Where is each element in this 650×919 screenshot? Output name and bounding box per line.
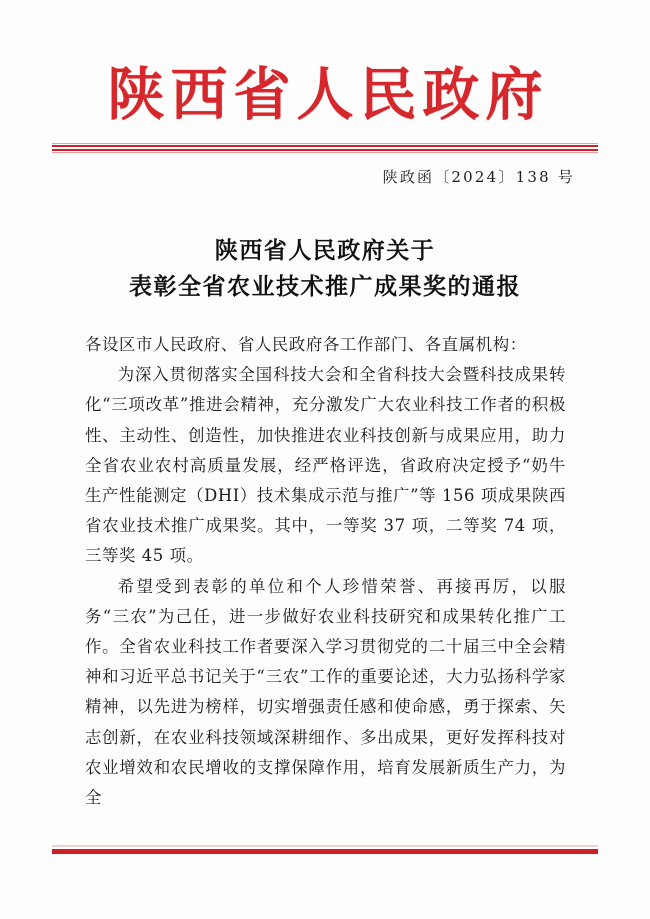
footer-red-rule xyxy=(52,845,598,855)
document-number: 陕政函〔2024〕138 号 xyxy=(382,168,575,186)
header-rule-line-2 xyxy=(52,145,598,147)
body-paragraph-1: 为深入贯彻落实全国科技大会和全省科技大会暨科技成果转化“三项改革”推进会精神，充分激发广大农业科技工作者的积极性、主动性、创造性，加快推进农业科技创新与成果应用，助力全省农业农村高质量发展，经严格评选，省政府决定授予“奶牛生产性能测定（DHI）技术集成示范与推广”等 156 项成果陕西省农业技术推广成果奖。其中，一等奖 37 项，二等奖 74 项，三等奖 45 项。 xyxy=(85,365,566,566)
footer-rule-line-3 xyxy=(52,849,598,854)
salutation: 各设区市人民政府、省人民政府各工作部门、各直属机构： xyxy=(85,335,527,354)
document-title xyxy=(60,233,590,305)
header-rule-line-1 xyxy=(52,143,598,144)
masthead xyxy=(0,62,650,128)
footer-rule-line-1 xyxy=(52,845,598,847)
header-red-rule xyxy=(52,143,598,155)
document-title-line-2: 表彰全省农业技术推广成果奖的通报 xyxy=(129,273,521,300)
document-title-line-1: 陕西省人民政府关于 xyxy=(214,237,436,264)
header-rule-line-4 xyxy=(52,149,598,151)
header-rule-line-5 xyxy=(52,152,598,153)
masthead-title: 陕西省人民政府 xyxy=(107,61,549,128)
body-paragraph-2: 希望受到表彰的单位和个人珍惜荣誉、再接再厉，以服务“三农”为己任，进一步做好农业科技研究和成果转化推广工作。全省农业科技工作者要深入学习贯彻党的二十届三中全会精神和习近平总书记关于“三农”工作的重要论述，大力弘扬科学家精神，以先进为榜样，切实增强责任感和使命感，勇于探索、矢志创新，在农业科技领域深耕细作、多出成果，更好发挥科技对农业增效和农民增收的支撑保障作用，培育发展新质生产力，为全 xyxy=(85,576,566,808)
document-body xyxy=(85,330,566,813)
